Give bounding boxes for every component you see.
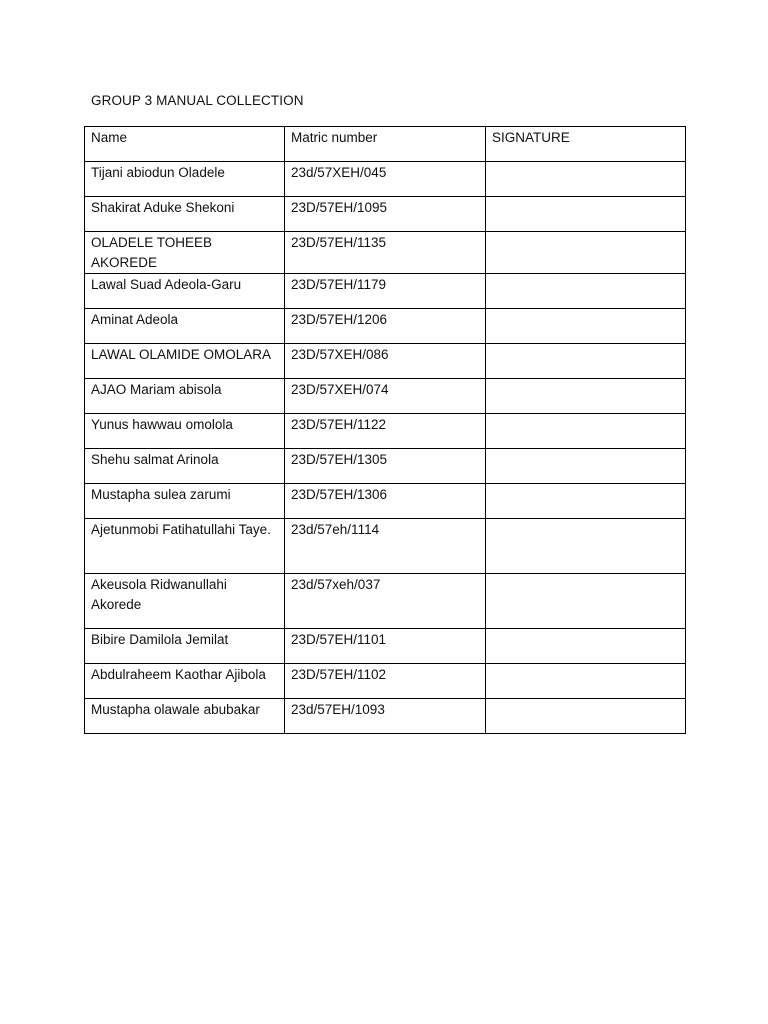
matric-number-cell: 23D/57EH/1179 (285, 274, 486, 309)
matric-number-cell: 23D/57EH/1095 (285, 197, 486, 232)
matric-number-cell: 23d/57eh/1114 (285, 519, 486, 574)
signature-cell (486, 344, 686, 379)
student-name-cell: Lawal Suad Adeola-Garu (85, 274, 285, 309)
matric-number-cell: 23D/57EH/1102 (285, 664, 486, 699)
student-name-cell: LAWAL OLAMIDE OMOLARA (85, 344, 285, 379)
table-row (85, 664, 686, 699)
student-name-cell: Shehu salmat Arinola (85, 449, 285, 484)
signature-cell (486, 309, 686, 344)
matric-number-cell: 23D/57EH/1135 (285, 232, 486, 274)
header-name: Name (85, 127, 285, 162)
table-row (85, 274, 686, 309)
student-name-cell: Mustapha olawale abubakar (85, 699, 285, 734)
signature-cell (486, 274, 686, 309)
matric-number-cell: 23D/57XEH/074 (285, 379, 486, 414)
matric-number-cell: 23D/57EH/1305 (285, 449, 486, 484)
table-row (85, 232, 686, 274)
student-name-cell: Shakirat Aduke Shekoni (85, 197, 285, 232)
page-title: GROUP 3 MANUAL COLLECTION (91, 93, 304, 108)
student-name-cell: Ajetunmobi Fatihatullahi Taye. (85, 519, 285, 574)
student-name-cell: Mustapha sulea zarumi (85, 484, 285, 519)
signature-cell (486, 699, 686, 734)
matric-number-cell: 23D/57EH/1206 (285, 309, 486, 344)
signature-cell (486, 232, 686, 274)
student-name-cell: Aminat Adeola (85, 309, 285, 344)
header-signature: SIGNATURE (486, 127, 686, 162)
table-row (85, 519, 686, 574)
table-row (85, 309, 686, 344)
table-body (85, 127, 686, 734)
table-row (85, 699, 686, 734)
matric-number-cell: 23D/57XEH/086 (285, 344, 486, 379)
signature-cell (486, 484, 686, 519)
student-name-cell: Tijani abiodun Oladele (85, 162, 285, 197)
table-row (85, 197, 686, 232)
student-name-cell: OLADELE TOHEEB AKOREDE (85, 232, 285, 274)
signature-cell (486, 379, 686, 414)
table-header-row (85, 127, 686, 162)
signature-cell (486, 197, 686, 232)
signature-cell (486, 629, 686, 664)
table-row (85, 162, 686, 197)
matric-number-cell: 23D/57EH/1101 (285, 629, 486, 664)
table-row (85, 484, 686, 519)
matric-number-cell: 23d/57EH/1093 (285, 699, 486, 734)
signature-cell (486, 449, 686, 484)
signature-cell (486, 519, 686, 574)
signature-cell (486, 664, 686, 699)
table-row (85, 379, 686, 414)
table-row (85, 449, 686, 484)
table-row (85, 629, 686, 664)
table-row (85, 414, 686, 449)
student-name-cell: Yunus hawwau omolola (85, 414, 285, 449)
signature-cell (486, 162, 686, 197)
matric-number-cell: 23D/57EH/1122 (285, 414, 486, 449)
table-row (85, 574, 686, 629)
matric-number-cell: 23d/57XEH/045 (285, 162, 486, 197)
student-name-cell: Akeusola Ridwanullahi Akorede (85, 574, 285, 629)
signature-cell (486, 414, 686, 449)
signature-cell (486, 574, 686, 629)
student-name-cell: AJAO Mariam abisola (85, 379, 285, 414)
header-matric-number: Matric number (285, 127, 486, 162)
collection-table (84, 126, 686, 734)
student-name-cell: Abdulraheem Kaothar Ajibola (85, 664, 285, 699)
matric-number-cell: 23d/57xeh/037 (285, 574, 486, 629)
student-name-cell: Bibire Damilola Jemilat (85, 629, 285, 664)
matric-number-cell: 23D/57EH/1306 (285, 484, 486, 519)
table-row (85, 344, 686, 379)
